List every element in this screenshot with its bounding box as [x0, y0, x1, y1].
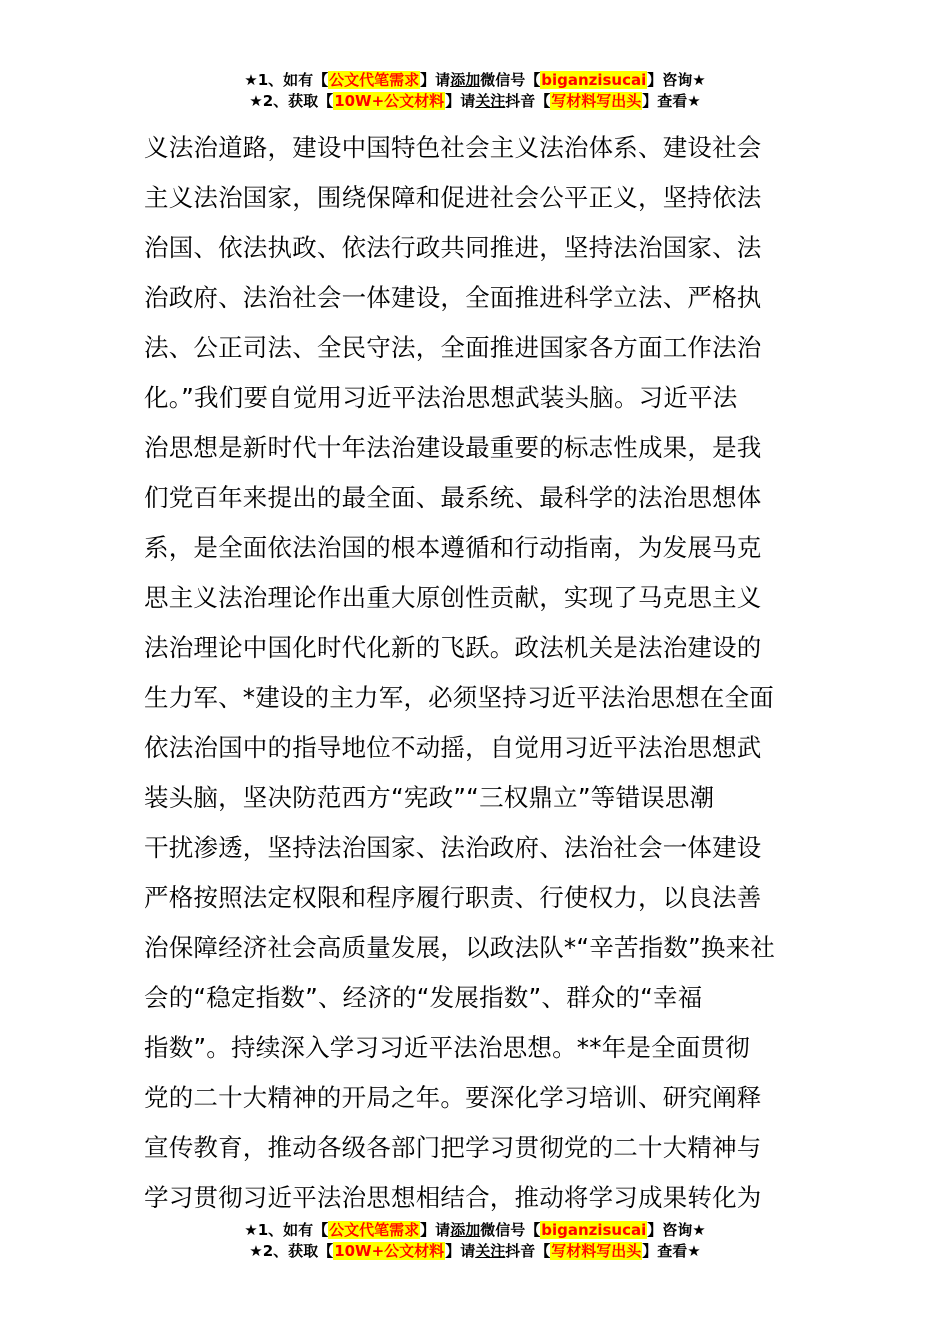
- banner-highlight: 公文代笔需求: [329, 1221, 420, 1239]
- banner-douyin-id: 写材料写出头: [551, 1242, 642, 1260]
- text-line: 治思想是新时代十年法治建设最重要的标志性成果，是我: [144, 433, 762, 462]
- text-line: 治保障经济社会高质量发展，以政法队*“辛苦指数”换来社: [144, 933, 776, 962]
- banner-douyin-id: 写材料写出头: [551, 92, 642, 110]
- document-body: [144, 123, 808, 1223]
- text-line: 主义法治国家，围绕保障和促进社会公平正义，坚持依法: [144, 183, 762, 212]
- text-line: 生力军、*建设的主力军，必须坚持习近平法治思想在全面: [144, 683, 774, 712]
- text-line: 严格按照法定权限和程序履行职责、行使权力，以良法善: [144, 883, 762, 912]
- text-line: 依法治国中的指导地位不动摇，自觉用习近平法治思想武: [144, 733, 762, 762]
- text-line: 思主义法治理论作出重大原创性贡献，实现了马克思主义: [144, 583, 762, 612]
- text-line: 法、公正司法、全民守法，全面推进国家各方面工作法治: [144, 333, 762, 362]
- banner-line-1: ★1、如有【公文代笔需求】请添加微信号【biganzisucai】咨询★: [244, 71, 706, 89]
- banner-line-2: ★2、获取【10W+公文材料】请关注抖音【写材料写出头】查看★: [249, 92, 701, 110]
- banner-wechat-id: biganzisucai: [541, 71, 647, 89]
- text-line: 义法治道路，建设中国特色社会主义法治体系、建设社会: [144, 133, 762, 162]
- header-banner: [0, 70, 950, 112]
- text-line: 们党百年来提出的最全面、最系统、最科学的法治思想体: [144, 483, 762, 512]
- text-line: 干扰渗透，坚持法治国家、法治政府、法治社会一体建设: [144, 833, 762, 862]
- text-line: 化。”我们要自觉用习近平法治思想武装头脑。习近平法: [144, 383, 738, 412]
- text-line: 指数”。持续深入学习习近平法治思想。**年是全面贯彻: [144, 1033, 750, 1062]
- text-line: 治政府、法治社会一体建设，全面推进科学立法、严格执: [144, 283, 762, 312]
- text-line: 会的“稳定指数”、经济的“发展指数”、群众的“幸福: [144, 983, 703, 1012]
- text-line: 党的二十大精神的开局之年。要深化学习培训、研究阐释: [144, 1083, 762, 1112]
- text-line: 法治理论中国化时代化新的飞跃。政法机关是法治建设的: [144, 633, 762, 662]
- text-line: 装头脑，坚决防范西方“宪政”“三权鼎立”等错误思潮: [144, 783, 715, 812]
- banner-highlight: 公文代笔需求: [329, 71, 420, 89]
- footer-banner: [0, 1220, 950, 1262]
- text-line: 宣传教育，推动各级各部门把学习贯彻党的二十大精神与: [144, 1133, 762, 1162]
- text-line: 学习贯彻习近平法治思想相结合，推动将学习成果转化为: [144, 1183, 762, 1212]
- banner-line-2: ★2、获取【10W+公文材料】请关注抖音【写材料写出头】查看★: [249, 1242, 701, 1260]
- banner-wechat-id: biganzisucai: [541, 1221, 647, 1239]
- text-line: 系，是全面依法治国的根本遵循和行动指南，为发展马克: [144, 533, 762, 562]
- text-line: 治国、依法执政、依法行政共同推进，坚持法治国家、法: [144, 233, 762, 262]
- banner-highlight: 10W+公文材料: [334, 92, 445, 110]
- banner-line-1: ★1、如有【公文代笔需求】请添加微信号【biganzisucai】咨询★: [244, 1221, 706, 1239]
- banner-highlight: 10W+公文材料: [334, 1242, 445, 1260]
